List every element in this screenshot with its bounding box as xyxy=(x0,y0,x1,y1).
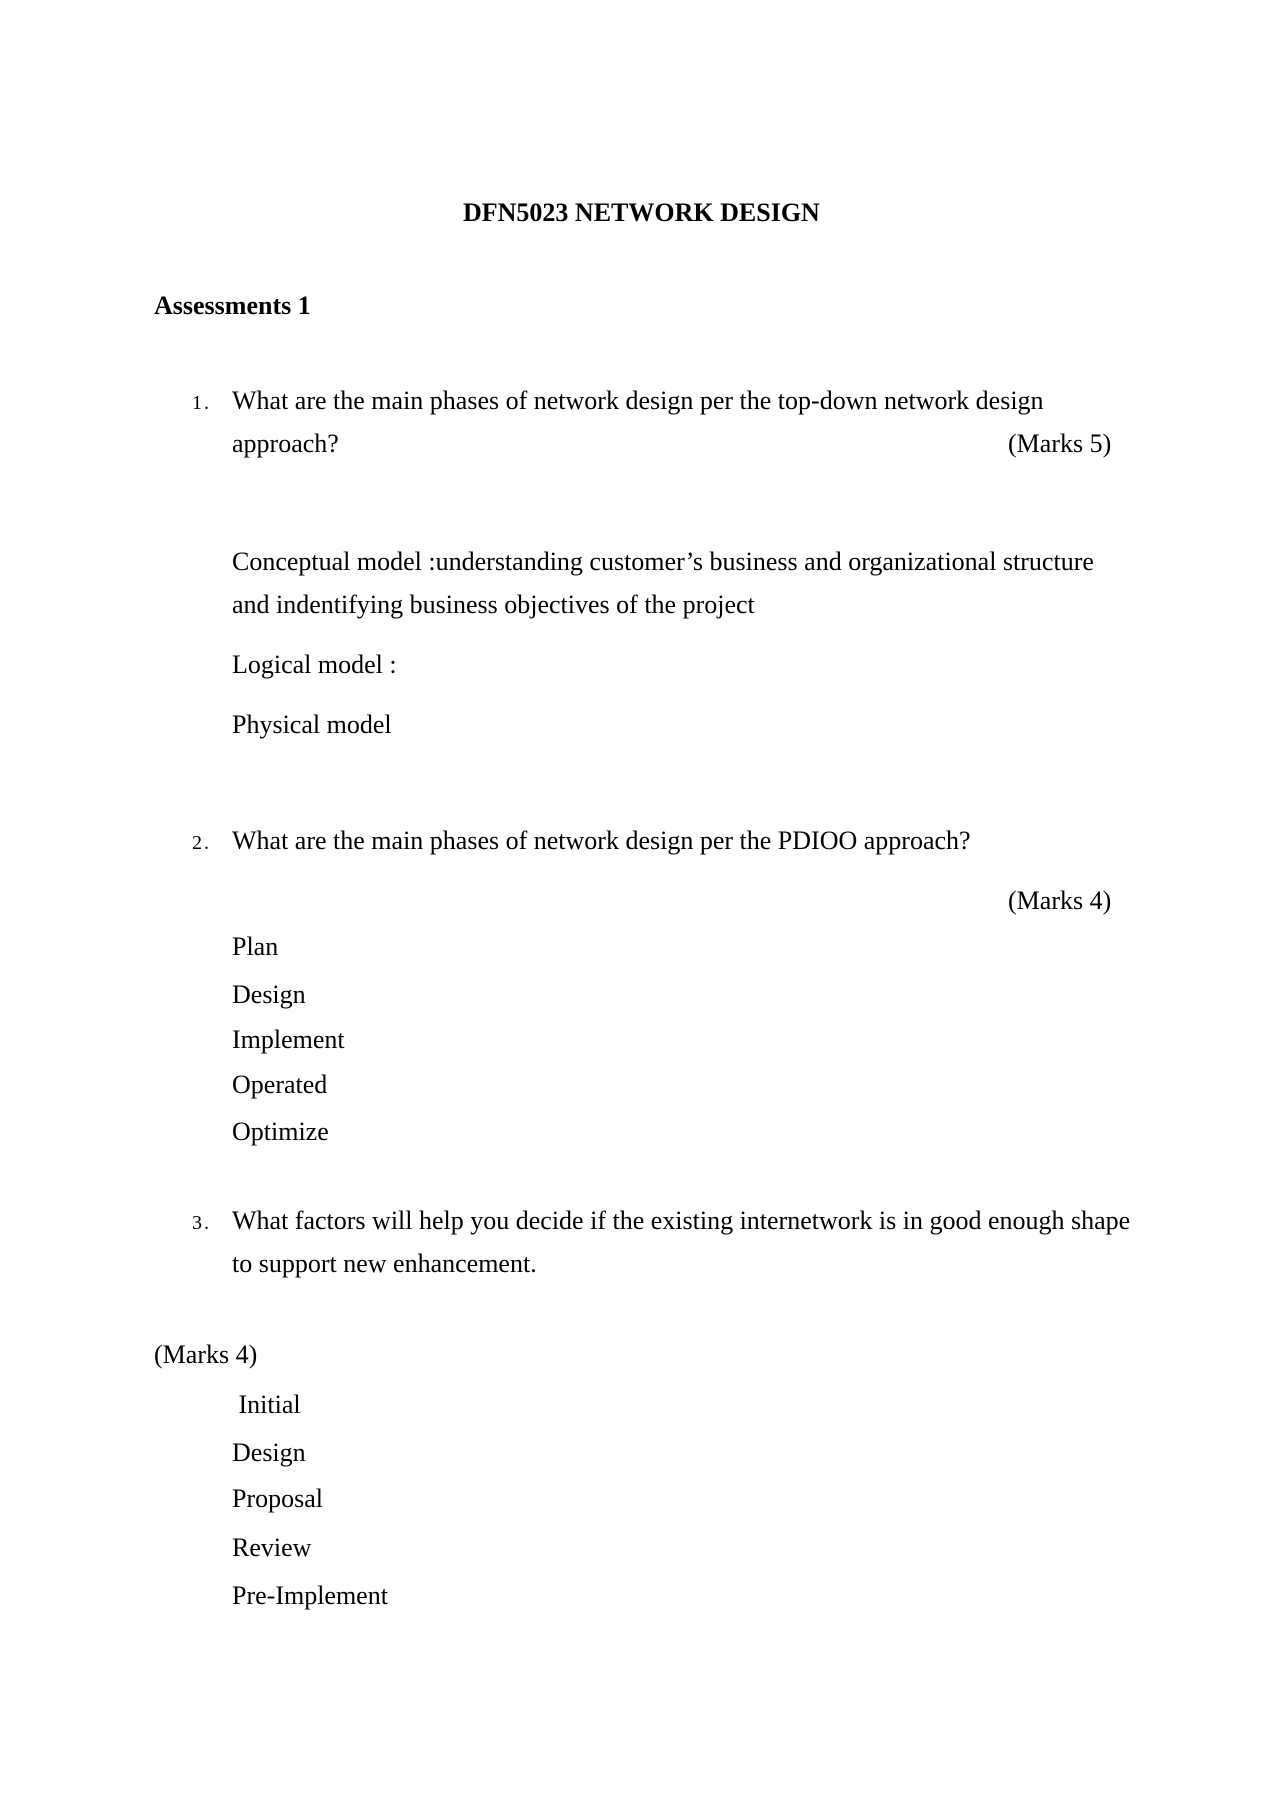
question-3-text-line2: to support new enhancement. xyxy=(232,1249,537,1278)
question-3-text-line1: What factors will help you decide if the existing internetwork is in good enough shape xyxy=(232,1206,1131,1235)
question-2-number: 2. xyxy=(192,832,211,854)
question-2-text: What are the main phases of network design per the PDIOO approach? xyxy=(232,826,971,855)
answer-1-conceptual-line2: and indentifying business objectives of the project xyxy=(232,590,755,619)
answer-3-item: Pre-Implement xyxy=(232,1581,388,1610)
question-1-text-line2: approach? xyxy=(232,429,339,458)
answer-2-item: Implement xyxy=(232,1025,345,1054)
question-1-text-line1: What are the main phases of network design per the top-down network design xyxy=(232,386,1044,415)
section-heading: Assessments 1 xyxy=(154,291,311,320)
answer-2-item: Plan xyxy=(232,932,279,961)
question-1-marks: (Marks 5) xyxy=(1008,429,1112,458)
question-2-marks: (Marks 4) xyxy=(1008,886,1112,915)
answer-1-logical: Logical model : xyxy=(232,650,397,679)
answer-3-item: Design xyxy=(232,1438,306,1467)
answer-2-item: Design xyxy=(232,980,306,1009)
document-title: DFN5023 NETWORK DESIGN xyxy=(463,198,820,227)
answer-1-conceptual-line1: Conceptual model :understanding customer’s business and organizational structure xyxy=(232,547,1094,576)
answer-2-item: Operated xyxy=(232,1070,328,1099)
answer-2-item: Optimize xyxy=(232,1117,329,1146)
question-1-number: 1. xyxy=(192,392,211,414)
answer-1-physical: Physical model xyxy=(232,710,392,739)
answer-3-item: Initial xyxy=(232,1390,301,1419)
question-3-marks: (Marks 4) xyxy=(154,1340,258,1369)
question-3-number: 3. xyxy=(192,1212,211,1234)
answer-3-item: Proposal xyxy=(232,1484,323,1513)
answer-3-item: Review xyxy=(232,1533,312,1562)
